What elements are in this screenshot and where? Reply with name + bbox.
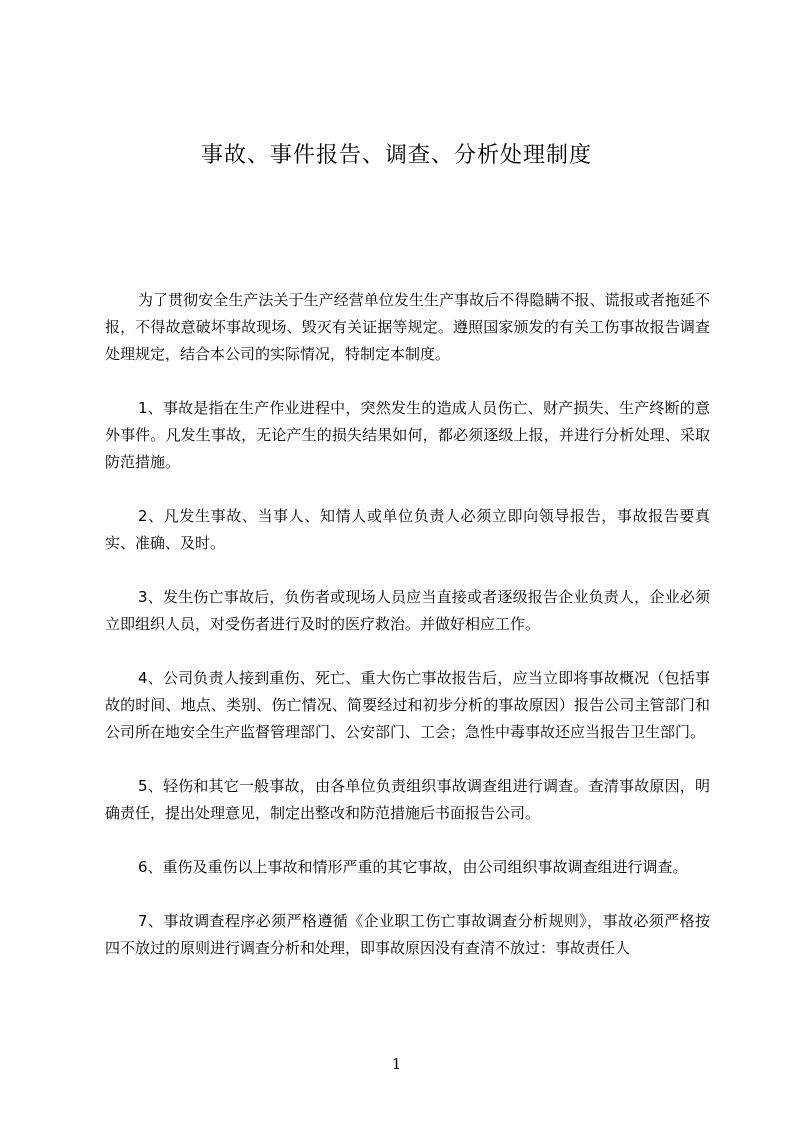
paragraph-intro: 为了贯彻安全生产法关于生产经营单位发生生产事故后不得隐瞒不报、谎报或者拖延不报，不得故意破坏事故现场、毁灭有关证据等规定。遵照国家颁发的有关工伤事故报告调查处理规定，结合本公司的实际情况，特制定本制度。 bbox=[105, 291, 710, 363]
paragraph-item-3: 3、发生伤亡事故后，负伤者或现场人员应当直接或者逐级报告企业负责人，企业必须立即组织人员，对受伤者进行及时的医疗救治。并做好相应工作。 bbox=[105, 588, 710, 633]
paragraph-item-5: 5、轻伤和其它一般事故，由各单位负责组织事故调查组进行调查。查清事故原因，明确责任，提出处理意见，制定出整改和防范措施后书面报告公司。 bbox=[105, 777, 710, 822]
page-number: 1 bbox=[391, 1055, 402, 1073]
document-title: 事故、事件报告、调查、分析处理制度 bbox=[200, 143, 592, 168]
paragraph-item-4: 4、公司负责人接到重伤、死亡、重大伤亡事故报告后，应当立即将事故概况（包括事故的时间、地点、类别、伤亡情况、简要经过和初步分析的事故原因）报告公司主管部门和公司所在地安全生产监督管理部门、公安部门、工会；急性中毒事故还应当报告卫生部门。 bbox=[105, 669, 710, 741]
paragraph-item-1: 1、事故是指在生产作业进程中，突然发生的造成人员伤亡、财产损失、生产终断的意外事件。凡发生事故，无论产生的损失结果如何，都必须逐级上报，并进行分析处理、采取防范措施。 bbox=[105, 399, 710, 471]
paragraph-item-6: 6、重伤及重伤以上事故和情形严重的其它事故，由公司组织事故调查组进行调查。 bbox=[138, 858, 688, 876]
paragraph-item-2: 2、凡发生事故、当事人、知情人或单位负责人必须立即向领导报告，事故报告要真实、准确、及时。 bbox=[105, 507, 710, 552]
document-body bbox=[105, 287, 710, 989]
paragraph-item-7: 7、事故调查程序必须严格遵循《企业职工伤亡事故调查分析规则》，事故必须严格按四不放过的原则进行调查分析和处理，即事故原因没有查清不放过：事故责任人 bbox=[105, 912, 710, 957]
